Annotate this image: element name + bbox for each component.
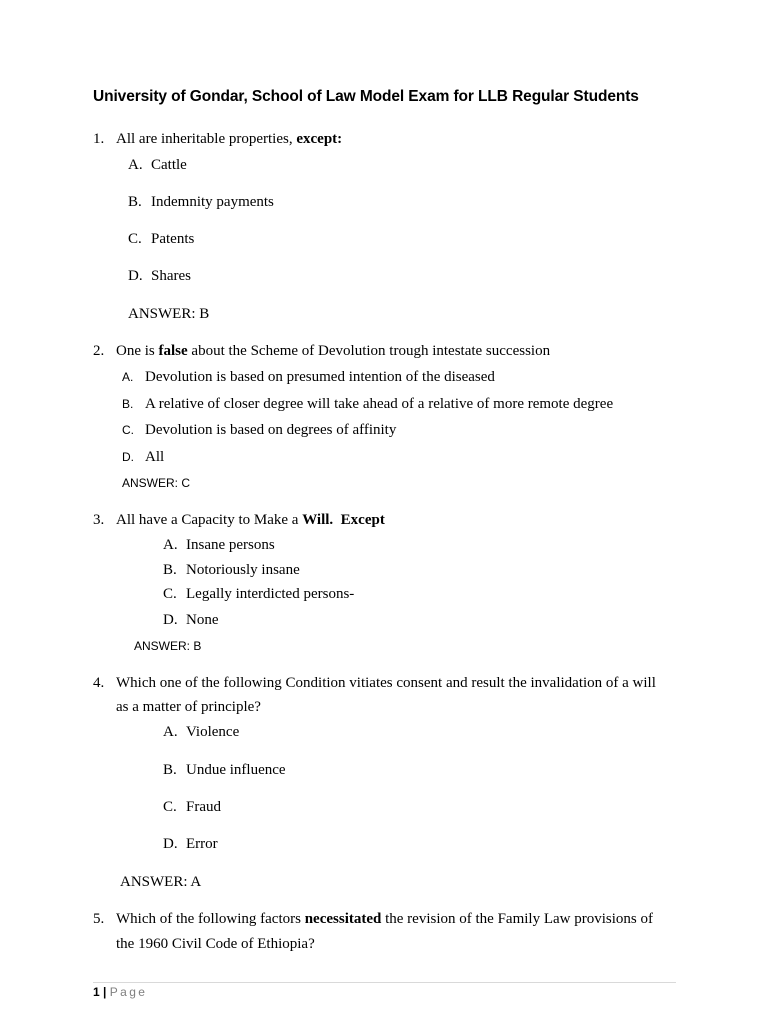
page-footer xyxy=(93,985,147,999)
option-b: B. Indemnity payments xyxy=(128,194,274,210)
question-number: 5. xyxy=(93,911,105,927)
option-c: C. Devolution is based on degrees of affinity xyxy=(122,422,397,438)
option-c: C. Patents xyxy=(128,231,195,247)
option-d: D. Shares xyxy=(128,268,191,284)
option-d: D. Error xyxy=(163,836,218,852)
page-separator: | xyxy=(99,985,110,999)
question-text-line-1: Which of the following factors necessitated the revision of the Family Law provisions of xyxy=(116,911,653,927)
option-b: B. A relative of closer degree will take ahead of a relative of more remote degree xyxy=(122,396,614,412)
question-text: One is false about the Scheme of Devolution trough intestate succession xyxy=(116,343,551,359)
option-a: A. Devolution is based on presumed intention of the diseased xyxy=(122,369,495,385)
question-text-line-1: Which one of the following Condition vitiates consent and result the invalidation of a will xyxy=(116,675,656,691)
answer: ANSWER: B xyxy=(128,306,210,322)
answer: ANSWER: B xyxy=(134,639,202,653)
option-d: D. None xyxy=(163,612,219,628)
option-c: C. Legally interdicted persons- xyxy=(163,586,355,602)
option-a: A. Cattle xyxy=(128,157,187,173)
option-d: D. All xyxy=(122,449,165,465)
question-number: 4. xyxy=(93,675,105,691)
question-number: 3. xyxy=(93,512,105,528)
answer: ANSWER: C xyxy=(122,476,191,490)
option-b: B. Undue influence xyxy=(163,762,286,778)
exam-title: University of Gondar, School of Law Model Exam for LLB Regular Students xyxy=(93,88,639,105)
question-number: 1. xyxy=(93,131,105,147)
footer-divider xyxy=(93,982,676,983)
option-c: C. Fraud xyxy=(163,799,221,815)
option-a: A. Insane persons xyxy=(163,537,275,553)
option-b: B. Notoriously insane xyxy=(163,562,300,578)
page-word: Page xyxy=(109,985,148,999)
question-text-line-2: the 1960 Civil Code of Ethiopia? xyxy=(116,936,315,952)
option-a: A. Violence xyxy=(163,724,240,740)
question-text: All are inheritable properties, except: xyxy=(116,131,343,147)
question-text-line-2: as a matter of principle? xyxy=(116,699,261,715)
question-number: 2. xyxy=(93,343,105,359)
answer: ANSWER: A xyxy=(120,874,202,890)
question-text: All have a Capacity to Make a Will. Except xyxy=(116,512,385,528)
page-number: 1 xyxy=(93,985,100,999)
